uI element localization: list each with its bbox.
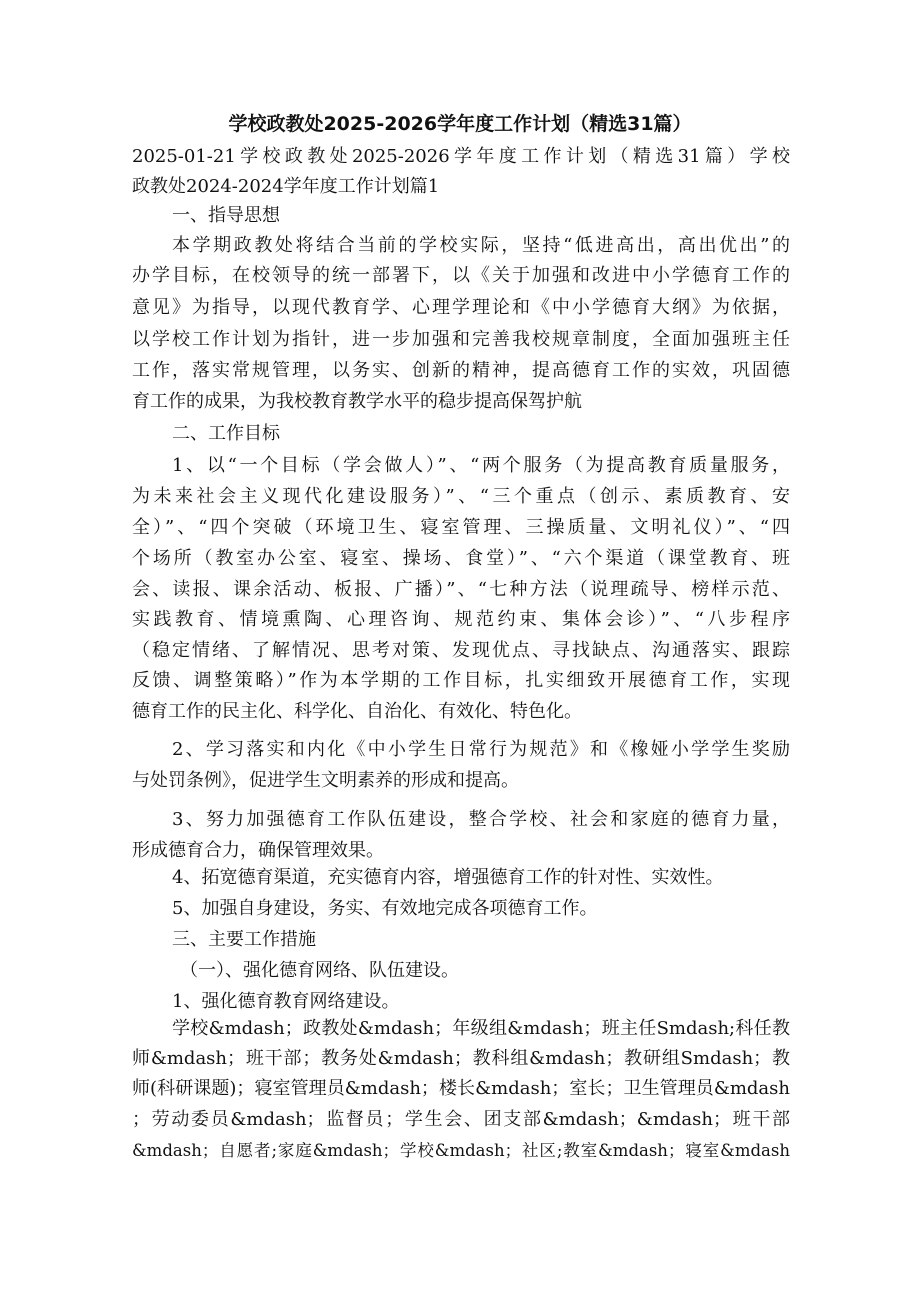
text-line: 意见》为指导，以现代教育学、心理学理论和《中小学德育大纲》为依据， [132, 297, 790, 318]
text-line: 工作，落实常规管理，以务实、创新的精神，提高德育工作的实效，巩固德 [132, 360, 790, 381]
section-heading: 一、指导思想 [172, 205, 280, 226]
section-heading: 二、工作目标 [172, 423, 280, 444]
text-line: &mdash；自愿者;家庭&mdash；学校&mdash；社区;教室&mdash；寝室&mdash [132, 1141, 790, 1160]
text-line: 会、读报、课余活动、板报、广播）”、“七种方法（说理疏导、榜样示范、 [132, 579, 790, 600]
text-line: 1、以“一个目标（学会做人）”、“两个服务（为提高教育质量服务， [172, 455, 790, 476]
text-line: 本学期政教处将结合当前的学校实际，坚持“低进高出，高出优出”的 [172, 235, 790, 256]
text-line: 5、加强自身建设，务实、有效地完成各项德育工作。 [172, 898, 598, 919]
text-line: 师(科研课题)；寝室管理员&mdash；楼长&mdash；室长；卫生管理员&mdash [132, 1078, 790, 1099]
text-line: 1、强化德育教育网络建设。 [172, 991, 400, 1012]
text-line: 4、拓宽德育渠道，充实德育内容，增强德育工作的针对性、实效性。 [172, 867, 724, 888]
text-line: 德育工作的民主化、科学化、自治化、有效化、特色化。 [132, 701, 582, 722]
text-line: 育工作的成果，为我校教育教学水平的稳步提高保驾护航 [132, 391, 582, 412]
text-line: 反馈、调整策略）”作为本学期的工作目标，扎实细致开展德育工作，实现 [132, 670, 790, 691]
section-heading: 三、主要工作措施 [172, 929, 316, 950]
text-line: ；劳动委员&mdash；监督员；学生会、团支部&mdash；&mdash；班干部 [132, 1109, 790, 1130]
text-line: 实践教育、情境熏陶、心理咨询、规范约束、集体会诊）”、“八步程序 [132, 609, 790, 630]
text-line: 师&mdash；班干部；教务处&mdash；教科组&mdash；教研组Smdash；教 [132, 1048, 790, 1069]
text-line: 形成德育合力，确保管理效果。 [132, 840, 384, 861]
text-line: 学校&mdash；政教处&mdash；年级组&mdash；班主任Smdash;科任教 [172, 1018, 790, 1039]
text-line: 2、学习落实和内化《中小学生日常行为规范》和《橡娅小学学生奖励 [172, 739, 790, 760]
subsection-heading: （一）、强化德育网络、队伍建设。 [180, 960, 459, 981]
document-title: 学校政教处2025-2026学年度工作计划（精选31篇） [228, 113, 692, 135]
text-line: 3、努力加强德育工作队伍建设，整合学校、社会和家庭的德育力量， [172, 809, 790, 830]
text-line: 个场所（教室办公室、寝室、操场、食堂）”、“六个渠道（课堂教育、班 [132, 548, 790, 569]
text-line: 与处罚条例》，促进学生文明素养的形成和提高。 [132, 770, 519, 791]
text-line: 以学校工作计划为指针，进一步加强和完善我校规章制度，全面加强班主任 [132, 329, 790, 350]
text-line: （稳定情绪、了解情况、思考对策、发现优点、寻找缺点、沟通落实、跟踪 [132, 640, 790, 661]
text-line: 全）”、“四个突破（环境卫生、寝室管理、三操质量、文明礼仪）”、“四 [132, 517, 790, 538]
text-line: 为未来社会主义现代化建设服务）”、“三个重点（创示、素质教育、安 [132, 486, 790, 507]
text-line: 政教处2024-2024学年度工作计划篇1 [132, 176, 440, 197]
text-line: 2025-01-21学校政教处2025-2026学年度工作计划（精选31篇）学校 [132, 146, 790, 167]
text-line: 办学目标，在校领导的统一部署下，以《关于加强和改进中小学德育工作的 [132, 265, 790, 286]
